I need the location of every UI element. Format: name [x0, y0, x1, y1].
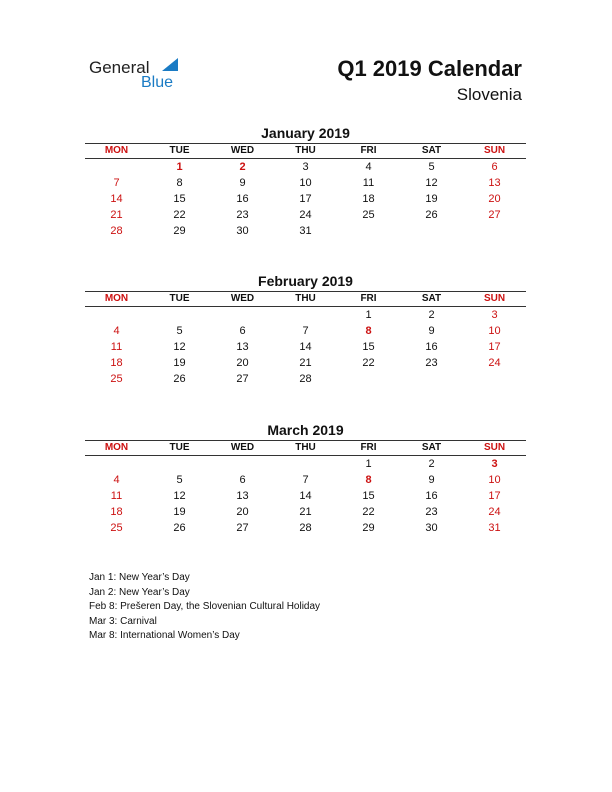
day-cell: 2: [428, 309, 435, 321]
day-cell: 4: [365, 161, 372, 173]
day-cell: 6: [491, 161, 498, 173]
weekday-wed: WED: [230, 293, 255, 304]
page-title: Q1 2019 Calendar: [337, 56, 522, 81]
empty-day-cell: [274, 456, 337, 472]
day-cell: 14: [110, 193, 123, 205]
day-cell: 27: [236, 522, 249, 534]
month-name: February 2019: [258, 273, 353, 289]
day-cell: 23: [425, 357, 438, 369]
week-row: [85, 175, 526, 191]
holiday-item: Jan 1: New Year’s Day: [89, 572, 190, 583]
day-cell: 18: [362, 193, 375, 205]
weekday-mon: MON: [104, 442, 129, 453]
holiday-item: Mar 8: International Women’s Day: [89, 630, 240, 641]
day-cell: 12: [425, 177, 438, 189]
day-cell: 10: [299, 177, 312, 189]
day-cell: 8: [365, 325, 372, 337]
day-cell: 1: [365, 309, 372, 321]
weekday-mon: MON: [104, 145, 129, 156]
week-row: [85, 472, 526, 488]
day-cell: 12: [173, 341, 186, 353]
country-name: Slovenia: [456, 85, 522, 104]
day-cell: 26: [173, 522, 186, 534]
week-row: [85, 456, 526, 472]
day-cell: 7: [113, 177, 120, 189]
day-cell: 20: [488, 193, 501, 205]
weekday-wed: WED: [230, 442, 255, 453]
day-cell: 12: [173, 490, 186, 502]
empty-day-cell: [337, 371, 400, 387]
day-cell: 11: [110, 490, 123, 502]
day-cell: 21: [110, 209, 123, 221]
day-cell: 11: [110, 341, 123, 353]
weekday-sun: SUN: [483, 145, 506, 156]
month-march: [85, 421, 526, 536]
empty-day-cell: [274, 307, 337, 323]
empty-day-cell: [85, 456, 148, 472]
holiday-list: [89, 571, 320, 644]
empty-day-cell: [400, 371, 463, 387]
logo: [89, 54, 189, 94]
day-cell: 9: [428, 474, 435, 486]
day-cell: 27: [488, 209, 501, 221]
day-cell: 6: [239, 325, 246, 337]
weekday-sat: SAT: [421, 293, 442, 304]
day-cell: 25: [110, 373, 123, 385]
week-row: [85, 504, 526, 520]
weekday-header: [85, 291, 526, 307]
day-cell: 5: [176, 325, 183, 337]
day-cell: 25: [110, 522, 123, 534]
day-cell: 7: [302, 325, 309, 337]
month-january: [85, 124, 526, 239]
day-cell: 22: [362, 357, 375, 369]
empty-day-cell: [337, 223, 400, 239]
day-cell: 15: [173, 193, 186, 205]
day-cell: 4: [113, 474, 120, 486]
day-cell: 20: [236, 357, 249, 369]
weekday-header: [85, 143, 526, 159]
day-cell: 6: [239, 474, 246, 486]
week-row: [85, 339, 526, 355]
day-cell: 2: [428, 458, 435, 470]
week-row: [85, 159, 526, 175]
day-cell: 1: [365, 458, 372, 470]
weekday-fri: FRI: [360, 293, 377, 304]
day-cell: 17: [299, 193, 312, 205]
weekday-sun: SUN: [483, 442, 506, 453]
day-cell: 28: [299, 373, 312, 385]
day-cell: 3: [491, 309, 498, 321]
empty-day-cell: [463, 223, 526, 239]
empty-day-cell: [85, 307, 148, 323]
weekday-thu: THU: [295, 293, 316, 304]
empty-day-cell: [400, 223, 463, 239]
empty-day-cell: [463, 371, 526, 387]
week-row: [85, 323, 526, 339]
logo-triangle-icon: [162, 58, 178, 71]
day-cell: 18: [110, 357, 123, 369]
day-cell: 9: [428, 325, 435, 337]
month-name: March 2019: [267, 422, 344, 438]
week-row: [85, 223, 526, 239]
day-cell: 28: [110, 225, 123, 237]
week-row: [85, 371, 526, 387]
weekday-sun: SUN: [483, 293, 506, 304]
day-cell: 23: [425, 506, 438, 518]
day-cell: 13: [488, 177, 501, 189]
day-cell: 13: [236, 341, 249, 353]
day-cell: 18: [110, 506, 123, 518]
day-cell: 27: [236, 373, 249, 385]
day-cell: 10: [488, 474, 501, 486]
day-cell: 14: [299, 490, 312, 502]
day-cell: 19: [425, 193, 438, 205]
day-cell: 3: [491, 458, 498, 470]
day-cell: 14: [299, 341, 312, 353]
day-cell: 28: [299, 522, 312, 534]
day-cell: 29: [173, 225, 186, 237]
day-cell: 8: [365, 474, 372, 486]
week-row: [85, 207, 526, 223]
empty-day-cell: [211, 307, 274, 323]
day-cell: 19: [173, 357, 186, 369]
day-cell: 20: [236, 506, 249, 518]
day-cell: 2: [239, 161, 246, 173]
empty-day-cell: [85, 159, 148, 175]
day-cell: 15: [362, 341, 375, 353]
day-cell: 19: [173, 506, 186, 518]
day-cell: 22: [173, 209, 186, 221]
weekday-header: [85, 440, 526, 456]
day-cell: 24: [299, 209, 312, 221]
weekday-fri: FRI: [360, 442, 377, 453]
weekday-thu: THU: [295, 145, 316, 156]
empty-day-cell: [148, 307, 211, 323]
day-cell: 17: [488, 490, 501, 502]
day-cell: 30: [236, 225, 249, 237]
day-cell: 22: [362, 506, 375, 518]
week-row: [85, 488, 526, 504]
day-cell: 4: [113, 325, 120, 337]
day-cell: 1: [176, 161, 183, 173]
weekday-wed: WED: [230, 145, 255, 156]
day-cell: 24: [488, 357, 501, 369]
day-cell: 13: [236, 490, 249, 502]
day-cell: 17: [488, 341, 501, 353]
day-cell: 16: [236, 193, 249, 205]
day-cell: 5: [428, 161, 435, 173]
day-cell: 24: [488, 506, 501, 518]
empty-day-cell: [211, 456, 274, 472]
weekday-sat: SAT: [421, 145, 442, 156]
weekday-tue: TUE: [169, 442, 190, 453]
day-cell: 29: [362, 522, 375, 534]
month-name: January 2019: [261, 125, 350, 141]
weekday-fri: FRI: [360, 145, 377, 156]
day-cell: 16: [425, 490, 438, 502]
month-february: [85, 272, 526, 387]
day-cell: 21: [299, 357, 312, 369]
day-cell: 25: [362, 209, 375, 221]
logo-word-general: General: [89, 58, 150, 77]
holiday-item: Feb 8: Prešeren Day, the Slovenian Cultural Holiday: [89, 601, 321, 612]
week-row: [85, 520, 526, 536]
day-cell: 31: [299, 225, 312, 237]
day-cell: 23: [236, 209, 249, 221]
day-cell: 26: [425, 209, 438, 221]
day-cell: 5: [176, 474, 183, 486]
day-cell: 31: [488, 522, 501, 534]
day-cell: 16: [425, 341, 438, 353]
day-cell: 3: [302, 161, 309, 173]
holiday-item: Mar 3: Carnival: [89, 615, 157, 627]
weekday-sat: SAT: [421, 442, 442, 453]
weekday-tue: TUE: [169, 145, 190, 156]
weekday-thu: THU: [295, 442, 316, 453]
week-row: [85, 355, 526, 371]
logo-word-blue: Blue: [141, 74, 174, 91]
day-cell: 8: [176, 177, 183, 189]
day-cell: 9: [239, 177, 246, 189]
day-cell: 21: [299, 506, 312, 518]
weekday-mon: MON: [104, 293, 129, 304]
day-cell: 11: [362, 177, 375, 189]
day-cell: 30: [425, 522, 438, 534]
empty-day-cell: [148, 456, 211, 472]
day-cell: 7: [302, 474, 309, 486]
day-cell: 26: [173, 373, 186, 385]
day-cell: 10: [488, 325, 501, 337]
weekday-tue: TUE: [169, 293, 190, 304]
week-row: [85, 191, 526, 207]
day-cell: 15: [362, 490, 375, 502]
week-row: [85, 307, 526, 323]
holiday-item: Jan 2: New Year’s Day: [89, 586, 190, 598]
